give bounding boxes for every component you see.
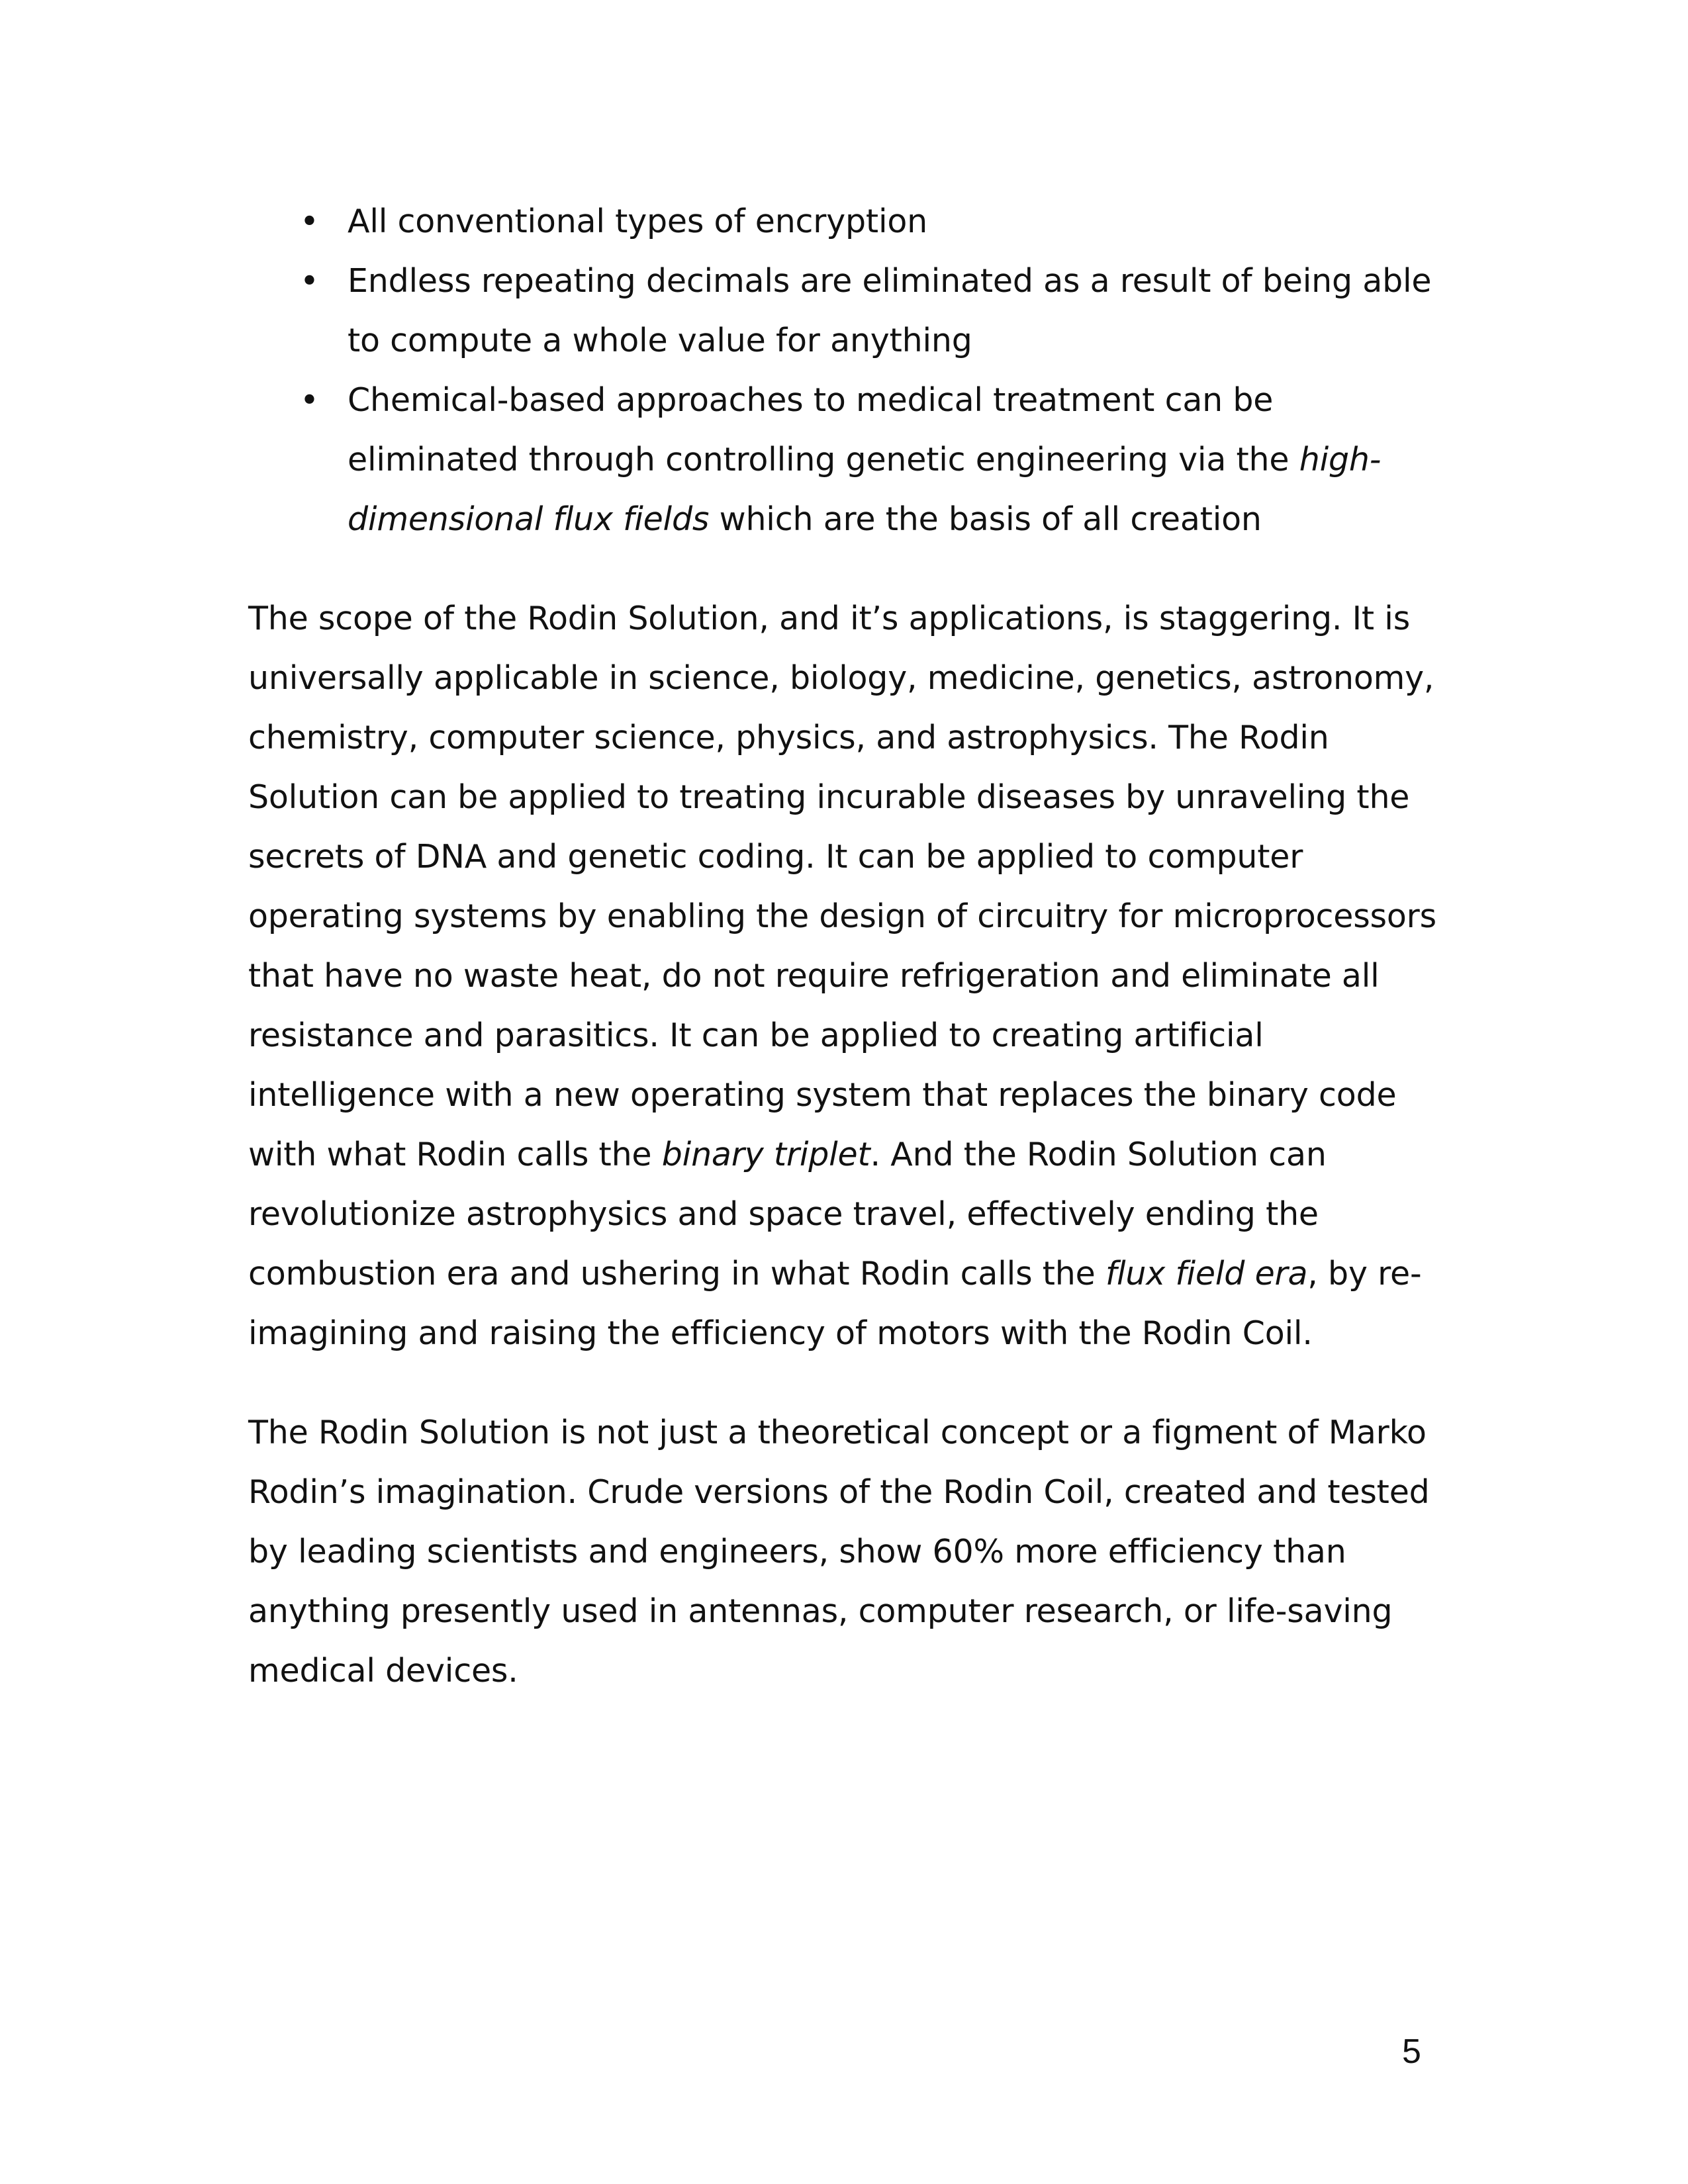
bullet-text: Endless repeating decimals are eliminated as a result of being able to compute a whole value for anything [348, 262, 1432, 359]
emphasis-text: high-dimensional flux fields [348, 441, 1382, 538]
paragraph-evidence [248, 1403, 1453, 1701]
bullet-icon: • [300, 381, 319, 419]
page-number: 5 [1402, 2032, 1421, 2071]
bullet-icon: • [300, 203, 319, 240]
list-item [248, 192, 1453, 251]
list-item [248, 251, 1453, 371]
paragraph-text: , by re-imagining and raising the efficiency of motors with the Rodin Coil. [248, 1255, 1422, 1352]
emphasis-text: binary triplet [661, 1136, 870, 1173]
paragraph-scope [248, 589, 1453, 1363]
page-body [248, 192, 1453, 1701]
list-item [248, 371, 1453, 549]
emphasis-text: flux field era [1105, 1255, 1308, 1293]
paragraph-text: The Rodin Solution is not just a theoretical concept or a figment of Marko Rodin’s imagination. Crude versions of the Rodin Coil, created and tested by leading scientists and engineers, show 60% more efficiency than anything presently used in antennas, computer research, or life-saving medical devices. [248, 1414, 1430, 1690]
bullet-text: which are the basis of all creation [709, 500, 1262, 538]
bullet-text: Chemical-based approaches to medical treatment can be eliminated through controlling genetic engineering via the [348, 381, 1299, 478]
paragraph-text: The scope of the Rodin Solution, and it’s applications, is staggering. It is universally applicable in science, biology, medicine, genetics, astronomy, chemistry, computer science, physics, and astrophysics. The Rodin Solution can be applied to treating incurable diseases by unraveling the secrets of DNA and genetic coding. It can be applied to computer operating systems by enabling the design of circuitry for microprocessors that have no waste heat, do not require refrigeration and eliminate all resistance and parasitics. It can be applied to creating artificial intelligence with a new operating system that replaces the binary code with what Rodin calls the [248, 600, 1436, 1173]
bullet-text: All conventional types of encryption [348, 203, 927, 240]
bullet-list [248, 192, 1453, 549]
bullet-icon: • [300, 262, 319, 300]
paragraph-text: . And the Rodin Solution can revolutionize astrophysics and space travel, effectively ending the combustion era and ushering in what Rodin calls the [248, 1136, 1327, 1293]
